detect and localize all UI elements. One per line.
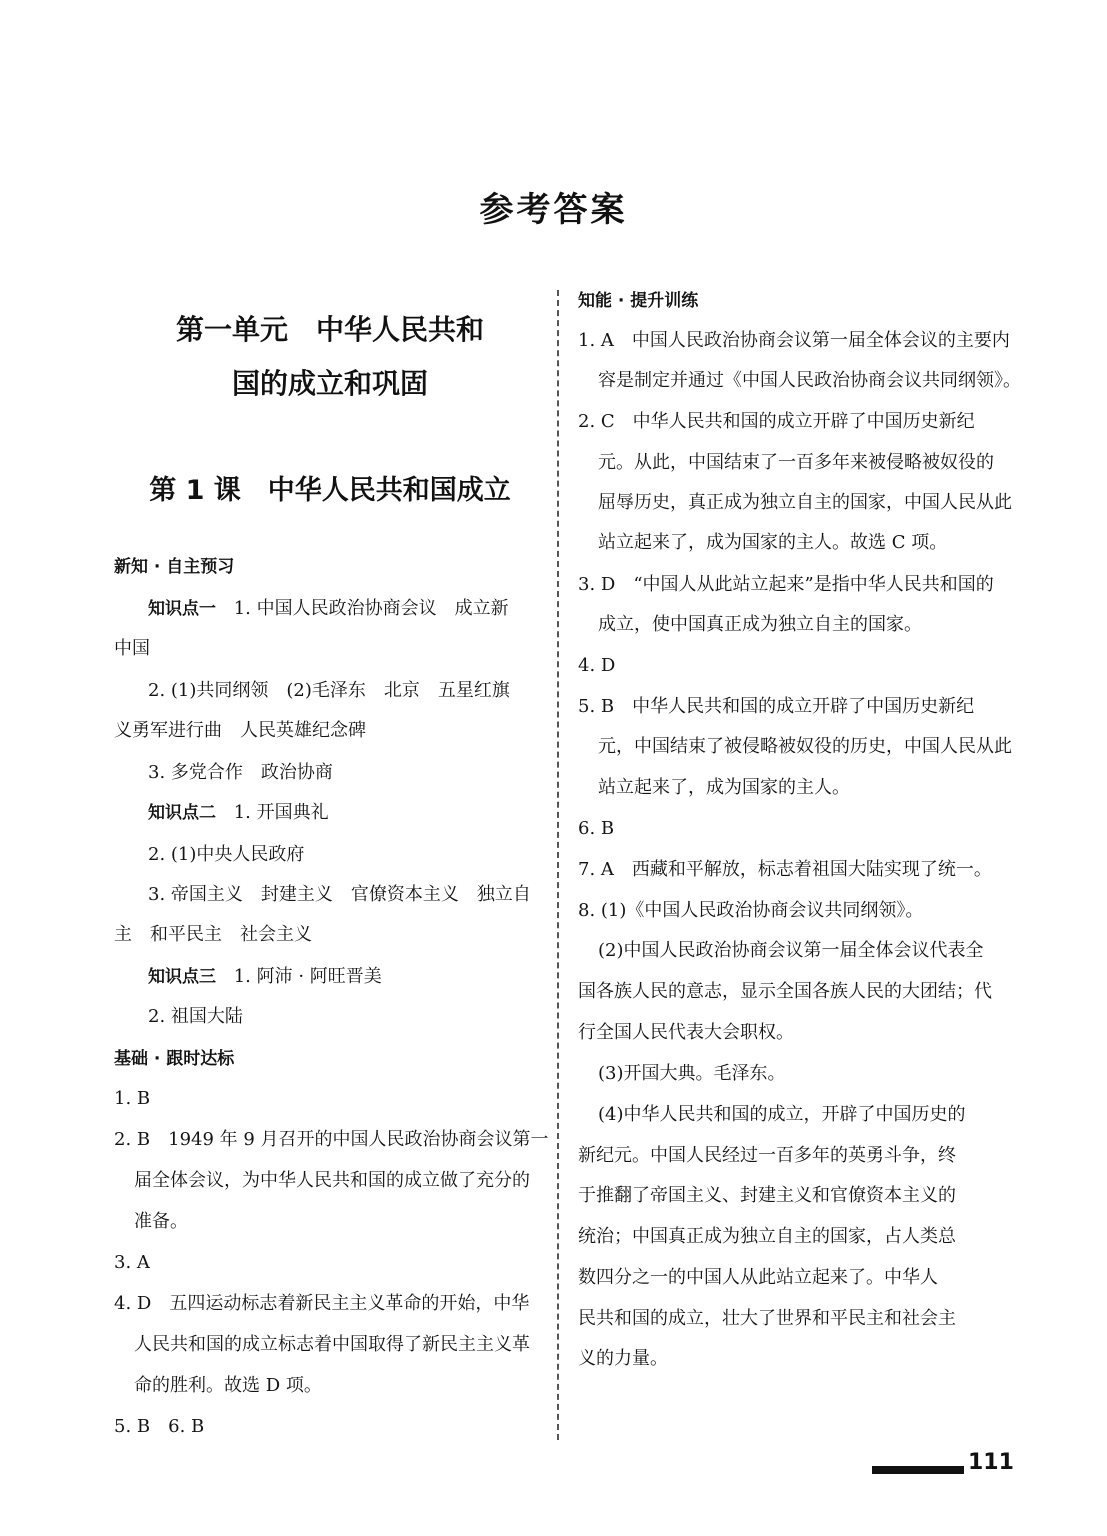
- adv-q2-line2: 元。从此，中国结束了一百多年来被侵略被奴役的: [598, 452, 994, 473]
- unit-title-line2: 国的成立和巩固: [231, 367, 428, 400]
- adv-q8-4-line4: 统治；中国真正成为独立自主的国家，占人类总: [578, 1226, 956, 1247]
- adv-q2-line1: 2. C 中华人民共和国的成立开辟了中国历史新纪: [578, 411, 975, 432]
- adv-q3-line2: 成立，使中国真正成为独立自主的国家。: [598, 614, 922, 635]
- kp2-item3-line1: 3. 帝国主义 封建主义 官僚资本主义 独立自: [148, 884, 531, 905]
- section-advance-heading: 知能 · 提升训练: [578, 291, 699, 311]
- basic-q4-line2: 人民共和国的成立标志着中国取得了新民主主义革: [134, 1334, 530, 1355]
- kp1-item2-line2: 义勇军进行曲 人民英雄纪念碑: [114, 720, 366, 741]
- kp1-label: 知识点一: [148, 599, 216, 619]
- kp3-item2: 2. 祖国大陆: [148, 1006, 243, 1027]
- adv-q8-2-line3: 行全国人民代表大会职权。: [578, 1022, 794, 1043]
- kp3-line1: [148, 964, 382, 990]
- kp1-item2-line1: 2. (1)共同纲领 (2)毛泽东 北京 五星红旗: [148, 680, 510, 701]
- kp2-line1: [148, 800, 329, 826]
- adv-q1-line2: 容是制定并通过《中国人民政治协商会议共同纲领》。: [598, 370, 1021, 391]
- adv-q6: 6. B: [578, 818, 615, 839]
- adv-q8-1: 8. (1)《中国人民政治协商会议共同纲领》。: [578, 900, 924, 921]
- page-title: 参考答案: [479, 190, 628, 230]
- adv-q5-line2: 元，中国结束了被侵略被奴役的历史，中国人民从此: [598, 736, 1012, 757]
- adv-q2-line4: 站立起来了，成为国家的主人。故选 C 项。: [598, 532, 948, 553]
- unit-title-line1: 第一单元 中华人民共和: [175, 313, 484, 346]
- adv-q8-3: (3)开国大典。毛泽东。: [598, 1063, 786, 1084]
- adv-q5-line3: 站立起来了，成为国家的主人。: [598, 777, 850, 798]
- page-number: 111: [968, 1450, 1014, 1475]
- adv-q8-4-line6: 民共和国的成立，壮大了世界和平民主和社会主: [578, 1308, 956, 1329]
- lesson-title: 第 1 课 中华人民共和国成立: [149, 475, 511, 506]
- adv-q2-line3: 屈辱历史，真正成为独立自主的国家，中国人民从此: [598, 492, 1012, 513]
- adv-q8-4-line2: 新纪元。中国人民经过一百多年的英勇斗争，终: [578, 1145, 956, 1166]
- kp1-item3: 3. 多党合作 政治协商: [148, 762, 333, 783]
- footer-bar: [872, 1466, 964, 1474]
- adv-q8-4-line3: 于推翻了帝国主义、封建主义和官僚资本主义的: [578, 1185, 956, 1206]
- adv-q4: 4. D: [578, 655, 616, 676]
- basic-q4-line3: 命的胜利。故选 D 项。: [134, 1375, 322, 1396]
- section-preview-heading: 新知 · 自主预习: [114, 557, 235, 577]
- adv-q8-4-line1: (4)中华人民共和国的成立，开辟了中国历史的: [598, 1104, 966, 1125]
- kp2-item2: 2. (1)中央人民政府: [148, 844, 305, 865]
- column-divider: [557, 290, 559, 1440]
- kp2-item1: 1. 开国典礼: [233, 802, 329, 823]
- kp1-text: 1. 中国人民政治协商会议 成立新: [233, 598, 509, 619]
- kp1-line2: 中国: [114, 638, 150, 659]
- basic-q4-line1: 4. D 五四运动标志着新民主主义革命的开始，中华: [114, 1293, 530, 1314]
- kp2-label: 知识点二: [148, 803, 216, 823]
- basic-q1: 1. B: [114, 1088, 151, 1109]
- basic-q2-line3: 准备。: [134, 1211, 188, 1232]
- adv-q8-4-line5: 数四分之一的中国人从此站立起来了。中华人: [578, 1267, 938, 1288]
- section-basic-heading: 基础 · 跟时达标: [114, 1049, 235, 1069]
- basic-q5-6: 5. B 6. B: [114, 1416, 205, 1437]
- kp3-item1: 1. 阿沛 · 阿旺晋美: [233, 966, 382, 987]
- kp2-item3-line2: 主 和平民主 社会主义: [114, 924, 312, 945]
- adv-q1-line1: 1. A 中国人民政治协商会议第一届全体会议的主要内: [578, 330, 1010, 351]
- adv-q8-2-line1: (2)中国人民政治协商会议第一届全体会议代表全: [598, 940, 984, 961]
- kp3-label: 知识点三: [148, 967, 216, 987]
- basic-q3: 3. A: [114, 1252, 150, 1273]
- adv-q7: 7. A 西藏和平解放，标志着祖国大陆实现了统一。: [578, 859, 992, 880]
- kp1-line1: [148, 596, 509, 622]
- basic-q2-line2: 届全体会议，为中华人民共和国的成立做了充分的: [134, 1170, 530, 1191]
- adv-q8-2-line2: 国各族人民的意志，显示全国各族人民的大团结；代: [578, 981, 992, 1002]
- adv-q8-4-line7: 义的力量。: [578, 1348, 668, 1369]
- adv-q3-line1: 3. D “中国人从此站立起来”是指中华人民共和国的: [578, 574, 994, 595]
- basic-q2-line1: 2. B 1949 年 9 月召开的中国人民政治协商会议第一: [114, 1129, 549, 1150]
- adv-q5-line1: 5. B 中华人民共和国的成立开辟了中国历史新纪: [578, 696, 975, 717]
